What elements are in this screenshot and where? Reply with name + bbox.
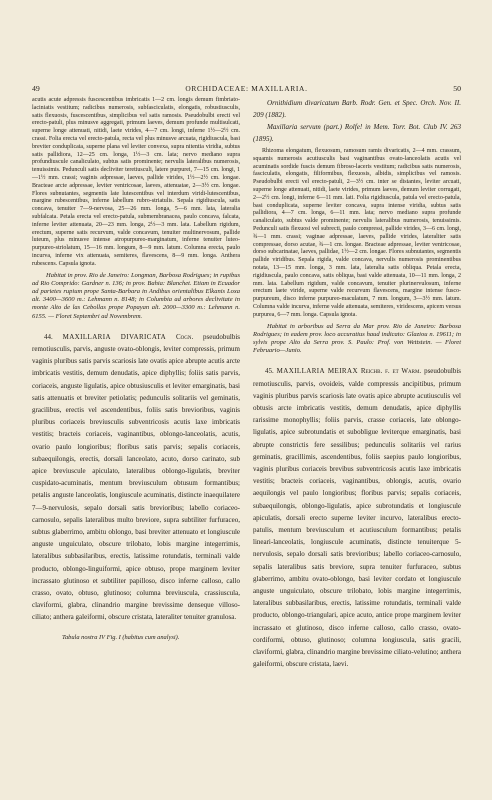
left-column xyxy=(32,97,240,642)
species-author: Cogn. xyxy=(175,332,194,341)
page-header xyxy=(32,84,461,95)
species-44-diagnosis xyxy=(32,331,240,624)
species-name: MAXILLARIA DIVARICATA xyxy=(62,332,167,341)
page-number-right: 50 xyxy=(453,84,461,93)
species-description: Rhizoma elongatum, flexuosum, ramosum ramis divaricatis, 2—4 mm. crassum, squamis numerosis acutiusculis basi vaginantibus ovato-lanceolatis acutis vel acuminatis sordide fuscis demum fibroso-laceris vestitum; radicibus satis numerosis, fasciculatis, elongatis, filiformibus, flexuosis, albidis, simplicibus vel ramosis. Pseudobulbi erecti vel erecto-patuli, 2—3½ cm. inter se distantes, leviter arcuati, superne longe attenuati, nitidi, laete virides, primum laeves, demum leviter corrugati, 2—2½ cm. longi, inferne 6—11 mm. lati. Folia rigidiuscula, patula vel erecto-patula, basi conduplicata, superne leviter concava, supra intense viridia, subtus satis pallidiora, 4—7 cm. longa, 6—11 mm. lata; nervo mediano supra profunde canaliculato, subtus valde prominente; nervulis lateralibus numerosis, tenuissimis. Pedunculi satis flexuosi vel subrecti, paulo compressi, pallide virides, 3—6 cm. longi, ¾—1 mm. crassi; vaginae adpressae, laeves, pallide virides, lateraliter satis compressae, dorso acutae, ¾—1 cm. longae. Bracteae adpressae, leviter ventricosae, dorso subcarinatae, laeves, pallidae, 1½—2 cm. longae. Flores subnutantes, segmentis pallide viridibus. Sepala rigida, valde concava, nervulis numerosis prominentibus notata, 13—15 mm. longa, 3 mm. lata, lateralia satis obliqua. Petala erecta, rigidiuscula, paulo concava, satis obliqua, basi valde attenuata, 10—11 mm. longa, 2 mm. lata. Labellum rigidum, valde concavum, tenuiter plurinervulosum, inferne erectum laete viride, superne valde recurvum flavescens, margine intense fusco-purpureum, disco inferne purpureo-maculatum, 7 mm. longum, 3—3½ mm. latum. Columna valde incurva, inferne valde attenuata, semiteres, viridescens, apicem versus purpurea, 6—7 mm. longa. Capsula ignota. xyxy=(253,148,461,318)
species-number: 45. xyxy=(265,367,274,376)
plate-reference: Tabula nostra IV Fig. I (habitus cum analysi). xyxy=(62,633,180,641)
species-45-diagnosis xyxy=(253,365,461,670)
diagnosis-text: pseudobulbis remotiusculis, parvis, anguste ovato-oblongis, leviter compressis, primum vaginis pluribus satis parvis scariosis late ovatis apice abrupte acutis arcte imbricatis vestitis, demum denudatis, apice diphyllis; foliis satis parvis, coriaceis, anguste ligulatis, apice obtusiusculis et leviter emarginatis, basi satis attenuatis et breviter petiolatis; pedunculis solitariis vel geminatis, gracilibus, erectis vel ascendentibus, foliis satis brevioribus, vaginis pluribus coriaceis breviusculis subventricosis acutis laxe imbricatis vestitis; bracteis coriaceis, vaginantibus, oblongo-lanceolatis, acutis, ovario paulo longioribus; floribus satis parvis; sepalis coriaceis, subaequilongis, erectis, dorsali lanceolato, acuto, dorso carinato, sub apice breviuscule apiculato, lateralibus oblongo-ligulatis, breviter cuspidato-acuminatis, mentum breviusculum obtusum formantibus; petalis anguste lanceolatis, longiuscule acuminatis, distincte inaequilatere 7—9-nervulosis, sepalo dorsali satis brevioribus; labello coriaceo-carnosulo, sepalis lateralibus multo breviore, supra subtiliter furfuraceo, subtus glaberrimo, ambitu oblongo, basi breviter attenuato et longiuscule anguste unguiculato, obscure trilobato, lobis margine integerrimis, lateralibus subbasilaribus, erectis, latissime rotundatis, terminali valde producto, oblongo-linguiformi, apice obtuso, prope marginem leviter incrassato glutinoso et subtiliter papilloso, disco inferne calloso, callo crasso, ovato, obtuso, glutinoso; columna breviuscula, crassiuscula, claviformi, glabra, clinandrio margine brevissime denseque villoso-ciliato; anthera galeiformi, obscure cristata, lateraliter tenuiter granulosa. xyxy=(32,332,240,622)
synonym-entry: Maxillaria servum (part.) Rolfe! in Mem. Torr. Bot. Club IV. 263 (1895). xyxy=(253,123,461,143)
habitat-paragraph: Habitat in arboribus ad Serra da Mar prov. Rio de Janeiro: Barbosa Rodrigues; in eadem prov. loco accuratius haud indicato: Glaziou n. 19611; in sylvis prope Alto da Serra prov. S. Paulo: Prof. von Wettstein. — Floret Februario—Junio. xyxy=(253,322,461,355)
diagnosis-text: pseudobulbis remotiusculis, parvis, ovoideis, valde compressis ancipitibus, primum vaginis pluribus parvis scariosis late ovatis apice abrupte acutiusculis vel obtusis arcte imbricatis vestitis, demum denudatis, apice diphyllis rarissime monophyllis; foliis parvis, crasse coriaceis, late oblongo-ligulatis, apice subrotundatis et subobligue leviterque emarginatis, basi abrupte constrictis fere sessilibus; pedunculis solitariis vel rarius geminatis, gracillimis, ascendentibus, foliis saepius paulo longioribus, vaginis pluribus coriaceis brevibus subventricosis acutis laxe imbricatis vestitis; bracteis coriaceis, vaginantibus, oblongis, acutis, ovario aequilongis vel paulo longioribus; floribus parvis; sepalis coriaceis, subaequilongis, oblongo-ligulatis, apice subrotundatis et longiuscule apiculatis, dorsali erecto superne leviter incurvo, lateralibus erecto-patulis, mentum breviusculum et acutiusculum formantibus; petalis lineari-lanceolatis, longiuscule acuminatis, distincte tenuiterque 5-nervulosis, sepalo dorsali satis brevioribus; labello coriaceo-carnosulo, sepalis lateralibus satis breviore, supra tenuiter furfuraceo, subtus glaberrimo, ambitu ovato-oblongo, basi leviter cordato et longiuscule anguste unguiculato, obscure trilobato, lobis margine integerrimis, lateralibus subbasilaribus, erectis, latissime rotundatis, terminali valde producto, oblongo-triangulari, apice acuto, antice prope marginem leviter incrassato et glutinoso, disco inferne calloso, callo crasso, ovato-cordiformi, obtuso, glutinoso; columna longiuscula, satis gracili, claviformi, glabra, clinandrio margine brevissime ciliato-velutino; anthera galeiformi, obscure cristata, laevi. xyxy=(253,367,462,669)
habitat-paragraph: Habitat in prov. Rio de Janeiro: Longman, Barbosa Rodrigues; in rupibus ad Rio Comprido: Gardner n. 136; in prov. Bahia: Blanchet. Etiam in Ecuador ad parietes rupium prope Santa-Barbara in Andibus orientalibus Elkanis Loxa alt. 3400—3600 m.: Lehmann n. 8148; in Columbia ad arbores declivitate in monte Alto de las Cebollas prope Popayan alt. 2000—3300 m.: Lehmann n. 6155. — Floret Septembri ad Novembrem. xyxy=(32,271,240,320)
running-title: ORCHIDACEAE: MAXILLARIA. xyxy=(185,84,308,93)
species-name: MAXILLARIA MEIRAX xyxy=(276,367,358,376)
species-author: Reichb. f. et Warm. xyxy=(360,367,422,376)
species-number: 44. xyxy=(44,332,53,341)
synonym-entry: Ornithidium divaricatum Barb. Rodr. Gen. et Spec. Orch. Nov. II. 209 (1882). xyxy=(253,99,461,119)
right-column xyxy=(253,97,461,670)
page-number-left: 49 xyxy=(32,84,40,93)
description-continued: acutis acute adpressis fuscescentibus imbricatis 1—2 cm. longis demum fimbriato-laciniatis vestitum; radicibus numerosis, subfasciculatis, elongatis, robustiusculis, satis flexuosis, fuscescentibus, simplicibus vel satis ramosis. Pseudobulbi erecti vel erecto-patuli, plus minusve aggregati, primum laeves, demum profunde multisulcati, superne longe attenuati, nitidi, laete virides, 4—7 cm. longi, inferne 1½—2½ cm. crassi. Folia erecta vel erecto-patula, recta vel plus minusve arcuata, rigidiuscula, basi breviter conduplicata, superne plana vel leviter convexa, supra nitentia viridia, subtus satis pallidiora, 12—25 cm. longa, 1½—3 cm. lata; nervo mediano supra profundiuscule canaliculato, subtus satis prominente; nervulis lateralibus numerosis, tenuissimis. Pedunculi satis decliviter teretiusculi, latere purpurei, 7—15 cm. longi, 1—1½ mm. crassi; vaginis adpressae, laeves, pallide virides, 1½—2½ cm. longae. Bracteae arcte adpressae, leviter ventricosae, laeves, attenuatae, 2—3½ cm. longae. Flores subnutantes, segmentis late lutescentibus vel interdum viridi-lutescentibus, margine rubescentibus, inferne labellum rubro-striatulis. Sepala rigidiuscula, satis concava, tenuiter 7—9-nervosa, 25—26 mm. longa, 5—6 mm. lata, lateralia subfalcata. Petala erecta vel erecto-patula, submembranacea, paulo concava, falcata, inferne leviter attenuata, 20—23 mm. longa, 2½—3 mm. lata. Labellum rigidum, erectum, superne satis recurvum, valde concavum, tenuiter multinervosum, pallide luteum, plus minusve intense atropurpureo-marginatum, inferne tenuiter luteo-purpureo-striolatum, 15—16 mm. longum, 8—9 mm. latum. Columna erecta, paulo incurva, inferne vix attenuata, semiteres, flavescens, 8—9 mm. longa. Anthera rubescens. Capsula ignota. xyxy=(32,97,240,267)
